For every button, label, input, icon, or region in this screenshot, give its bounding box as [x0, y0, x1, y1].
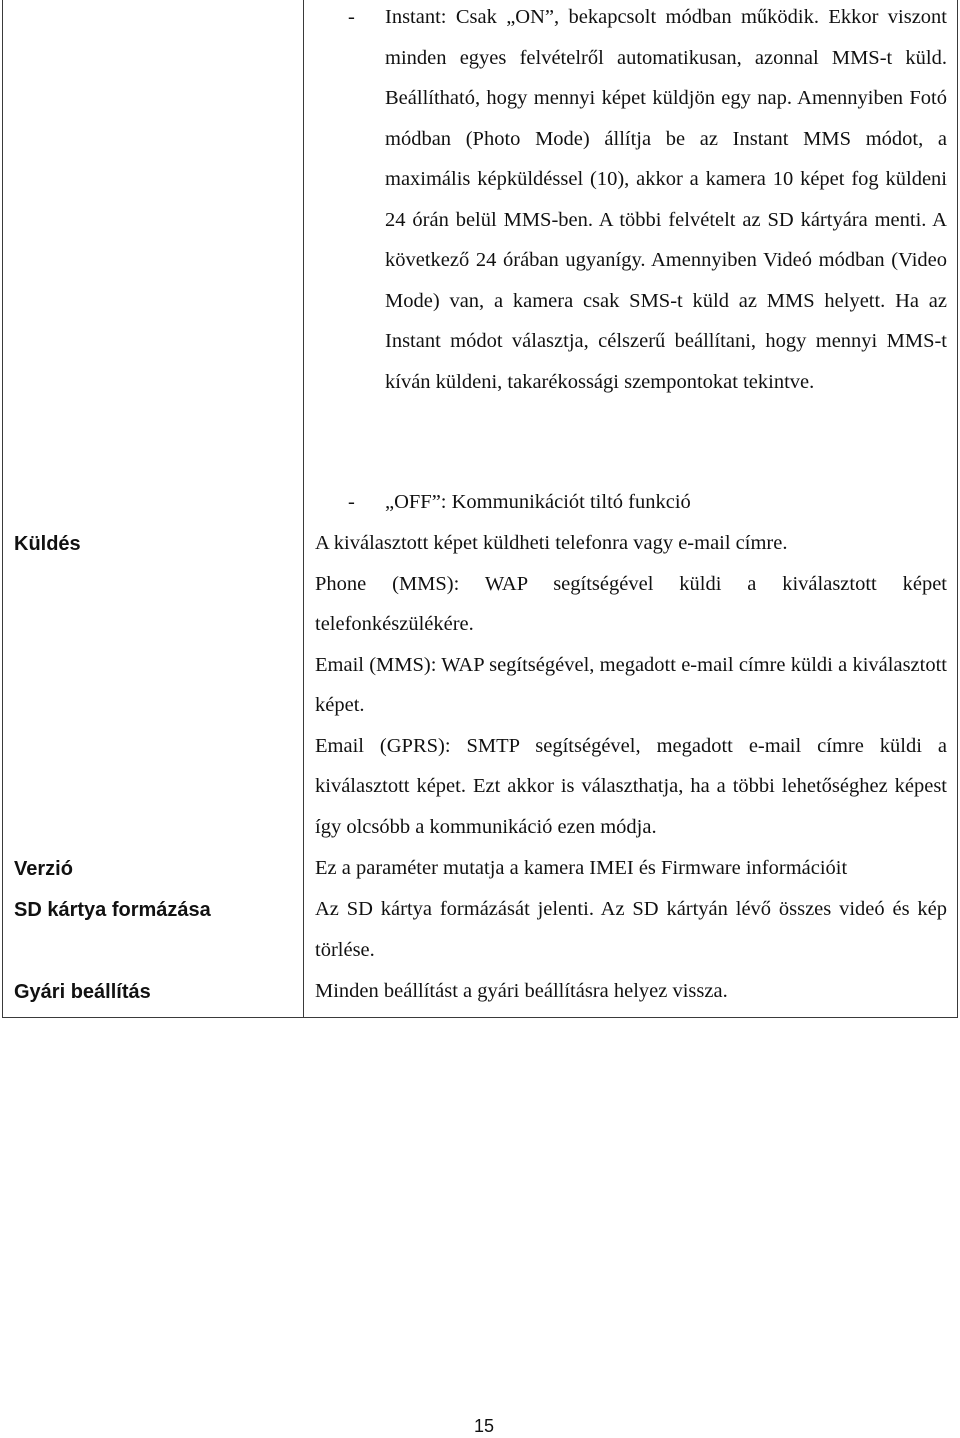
instant-bullet-dash: - — [348, 6, 355, 28]
sd-format-description: Az SD kártya formázását jelenti. Az SD kártyán lévő összes videó és kép törlése. — [315, 898, 947, 961]
instant-description: Instant: Csak „ON”, bekapcsolt módban működik. Ekkor viszont minden egyes felvételről automatikusan, azonnal MMS-t küld. Beállítható, hogy mennyi képet küldjön egy nap. Amennyiben Fotó módban (Photo Mode) állítja be az Instant MMS módot, a maximális képküldéssel (10), akkor a kamera 10 képet fog küldeni 24 órán belül MMS-ben. A többi felvételt az SD kártyára menti. A következő 24 órában ugyanígy. Amennyiben Videó módban (Video Mode) van, a kamera csak SMS-t küld az MMS helyett. Ha az Instant módot választja, célszerű beállítani, hogy mennyi MMS-t kíván küldeni, takarékossági szempontokat tekintve. — [385, 6, 947, 393]
label-sd-format: SD kártya formázása — [14, 899, 211, 921]
kuldes-email-gprs: Email (GPRS): SMTP segítségével, megadott e-mail címre küldi a kiválasztott képet. Ezt akkor is választhatja, ha a többi lehetőséghez képest így olcsóbb a kommunikáció ezen módja. — [315, 734, 947, 838]
kuldes-description — [315, 523, 947, 847]
off-bullet-dash: - — [348, 491, 355, 513]
kuldes-email-mms: Email (MMS): WAP segítségével, megadott e-mail címre küldi a kiválasztott képet. — [315, 653, 947, 716]
verzio-description: Ez a paraméter mutatja a kamera IMEI és Firmware információit — [315, 857, 848, 879]
kuldes-phone-mms: Phone (MMS): WAP segítségével küldi a kiválasztott képet telefonkészülékére. — [315, 572, 947, 635]
label-verzio: Verzió — [14, 858, 73, 880]
label-kuldes: Küldés — [14, 533, 81, 555]
label-factory-reset: Gyári beállítás — [14, 981, 151, 1003]
factory-reset-description: Minden beállítást a gyári beállításra helyez vissza. — [315, 980, 728, 1002]
off-description: „OFF”: Kommunikációt tiltó funkció — [385, 491, 691, 513]
kuldes-intro: A kiválasztott képet küldheti telefonra vagy e-mail címre. — [315, 532, 788, 554]
page-number: 15 — [473, 1416, 495, 1436]
